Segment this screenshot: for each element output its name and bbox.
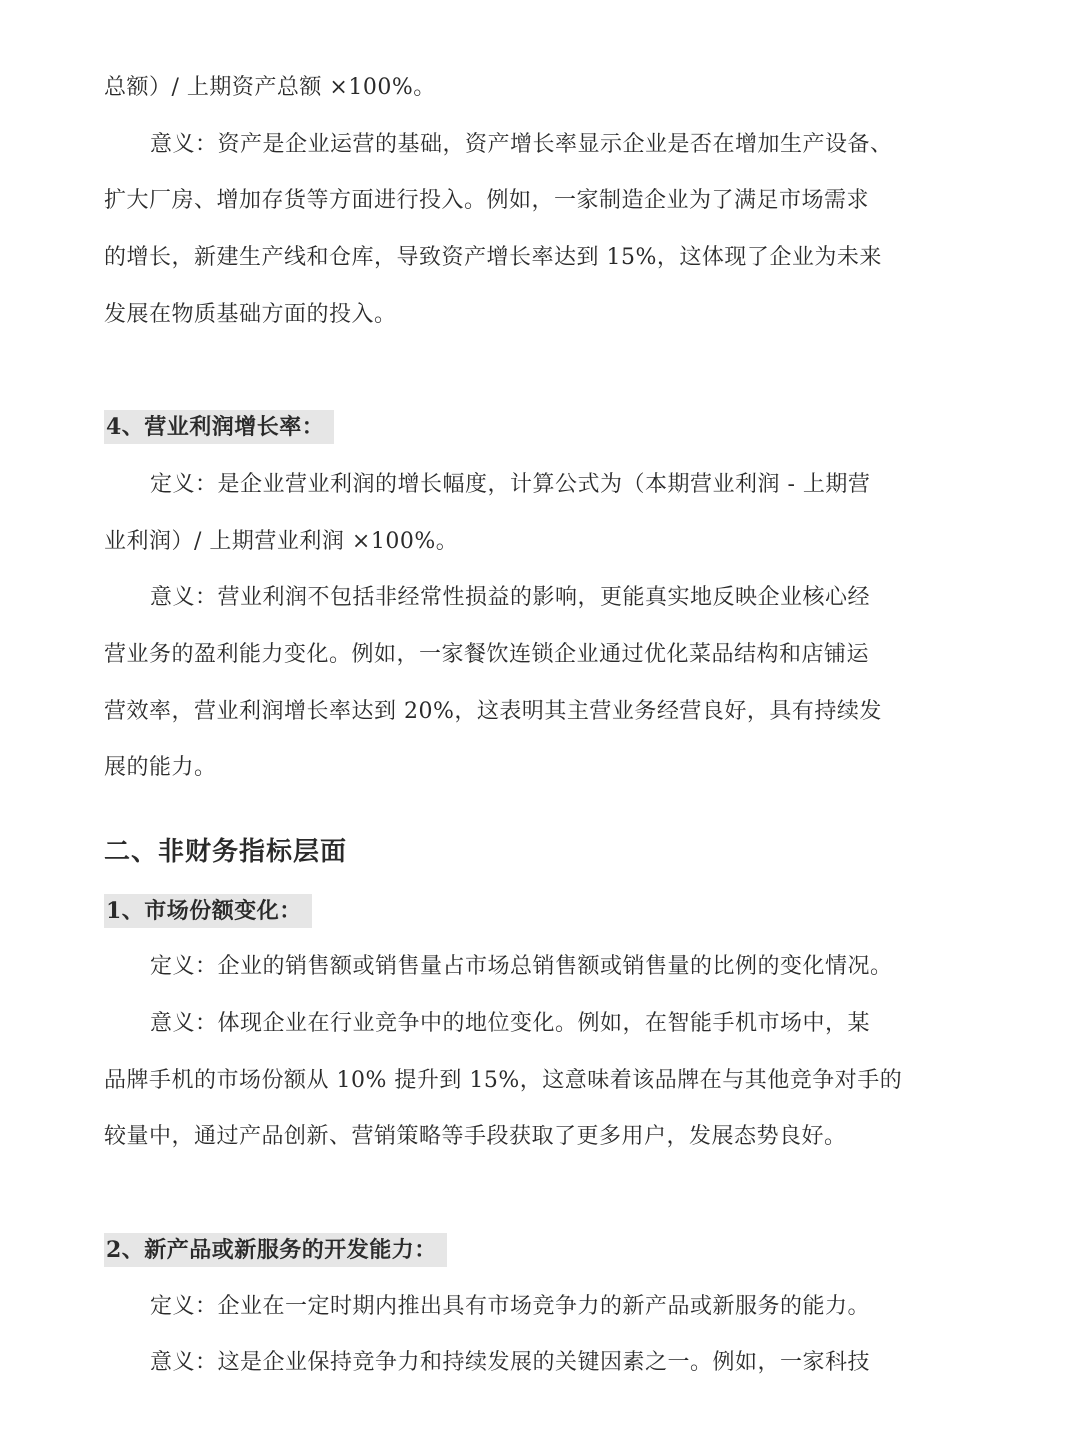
paragraph-line: 的增长，新建生产线和仓库，导致资产增长率达到 15%，这体现了企业为未来 bbox=[104, 245, 882, 270]
paragraph-line: 营效率，营业利润增长率达到 20%，这表明其主营业务经营良好，具有持续发 bbox=[104, 699, 882, 724]
paragraph-line: 定义：企业的销售额或销售量占市场总销售额或销售量的比例的变化情况。 bbox=[150, 954, 893, 979]
paragraph-line: 扩大厂房、增加存货等方面进行投入。例如，一家制造企业为了满足市场需求 bbox=[104, 188, 870, 213]
paragraph-line: 较量中，通过产品创新、营销策略等手段获取了更多用户，发展态势良好。 bbox=[104, 1124, 847, 1149]
paragraph-line: 业利润）/ 上期营业利润 ×100%。 bbox=[104, 529, 459, 554]
paragraph-line: 意义：营业利润不包括非经常性损益的影响，更能真实地反映企业核心经 bbox=[150, 585, 871, 610]
paragraph-line: 意义：体现企业在行业竞争中的地位变化。例如，在智能手机市场中，某 bbox=[150, 1011, 871, 1036]
paragraph-line: 意义：资产是企业运营的基础，资产增长率显示企业是否在增加生产设备、 bbox=[150, 132, 893, 157]
paragraph-line: 发展在物质基础方面的投入。 bbox=[104, 302, 397, 327]
paragraph-line: 总额）/ 上期资产总额 ×100%。 bbox=[104, 75, 436, 100]
paragraph-line: 营业务的盈利能力变化。例如，一家餐饮连锁企业通过优化菜品结构和店铺运 bbox=[104, 642, 870, 667]
paragraph-line: 定义：企业在一定时期内推出具有市场竞争力的新产品或新服务的能力。 bbox=[150, 1294, 871, 1319]
paragraph-line: 品牌手机的市场份额从 10% 提升到 15%，这意味着该品牌在与其他竞争对手的 bbox=[104, 1068, 903, 1093]
subsection-heading: 4、营业利润增长率： bbox=[104, 410, 334, 444]
subsection-heading: 1、市场份额变化： bbox=[104, 894, 312, 928]
paragraph-line: 意义：这是企业保持竞争力和持续发展的关键因素之一。例如，一家科技 bbox=[150, 1350, 871, 1375]
paragraph-line: 展的能力。 bbox=[104, 755, 217, 780]
subsection-heading: 2、新产品或新服务的开发能力： bbox=[104, 1233, 447, 1267]
paragraph-line: 定义：是企业营业利润的增长幅度，计算公式为（本期营业利润 - 上期营 bbox=[150, 472, 871, 497]
section-heading: 二、非财务指标层面 bbox=[104, 837, 348, 867]
